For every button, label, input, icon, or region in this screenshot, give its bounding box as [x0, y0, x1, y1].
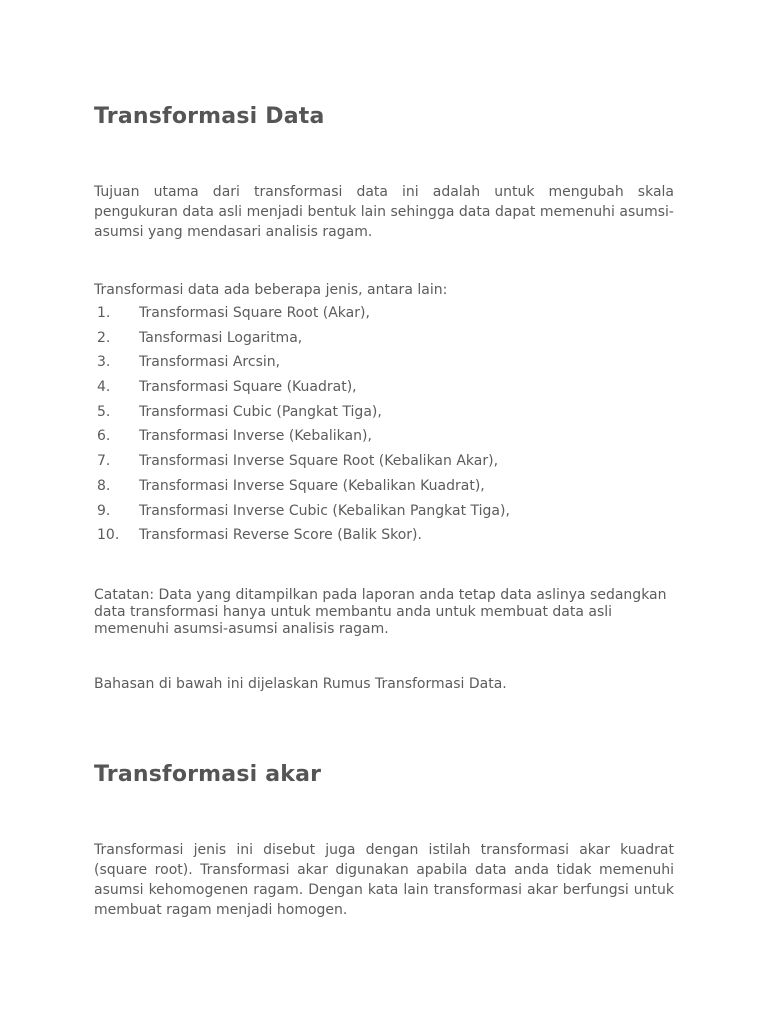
list-item: [94, 525, 674, 550]
bahasan-paragraph: Bahasan di bawah ini dijelaskan Rumus Transformasi Data.: [94, 676, 507, 692]
list-item: [94, 377, 674, 402]
list-item: [94, 426, 674, 451]
list-item-text: Transformasi Inverse Square (Kebalikan Kuadrat),: [139, 477, 485, 494]
list-item-number: 10.: [97, 527, 120, 544]
list-item-number: 2.: [97, 329, 111, 346]
list-item: [94, 352, 674, 377]
transformation-list: [94, 303, 674, 550]
list-item-number: 4.: [97, 379, 111, 396]
list-item-text: Transformasi Reverse Score (Balik Skor).: [139, 527, 422, 544]
list-item-number: 6.: [97, 428, 111, 445]
list-intro-paragraph: Transformasi data ada beberapa jenis, antara lain:: [94, 282, 448, 298]
list-item-text: Transformasi Cubic (Pangkat Tiga),: [139, 403, 382, 420]
list-item-number: 9.: [97, 502, 111, 519]
note-paragraph: Catatan: Data yang ditampilkan pada laporan anda tetap data aslinya sedangkan data transformasi hanya untuk membantu anda untuk membuat data asli memenuhi asumsi-asumsi analisis ragam.: [94, 587, 667, 637]
list-item-number: 8.: [97, 477, 111, 494]
list-item-text: Transformasi Inverse Square Root (Kebalikan Akar),: [139, 453, 499, 470]
list-item-text: Transformasi Inverse Cubic (Kebalikan Pangkat Tiga),: [139, 502, 510, 519]
list-item-text: Transformasi Inverse (Kebalikan),: [139, 428, 372, 445]
list-item-text: Tansformasi Logaritma,: [139, 329, 303, 346]
list-item: [94, 451, 674, 476]
list-item: [94, 328, 674, 353]
list-item-text: Transformasi Arcsin,: [139, 354, 281, 371]
list-item-text: Transformasi Square Root (Akar),: [139, 305, 370, 321]
akar-paragraph: Transformasi jenis ini disebut juga dengan istilah transformasi akar kuadrat (square root). Transformasi akar digunakan apabila data anda tidak memenuhi asumsi kehomogenen ragam. Dengan kata lain transformasi akar berfungsi untuk membuat ragam menjadi homogen.: [94, 842, 674, 918]
heading-transformasi-akar: Transformasi akar: [94, 762, 322, 787]
list-item-number: 7.: [97, 453, 111, 470]
intro-paragraph: Tujuan utama dari transformasi data ini adalah untuk mengubah skala pengukuran data asli menjadi bentuk lain sehingga data dapat memenuhi asumsi-asumsi yang mendasari analisis ragam.: [94, 184, 674, 240]
list-item: [94, 303, 674, 328]
list-item: [94, 476, 674, 501]
list-item: [94, 402, 674, 427]
list-item-text: Transformasi Square (Kuadrat),: [139, 379, 357, 396]
list-item: [94, 501, 674, 526]
list-item-number: 1.: [97, 305, 111, 321]
list-item-number: 5.: [97, 403, 111, 420]
list-item-number: 3.: [97, 354, 111, 371]
heading-transformasi-data: Transformasi Data: [94, 104, 325, 129]
